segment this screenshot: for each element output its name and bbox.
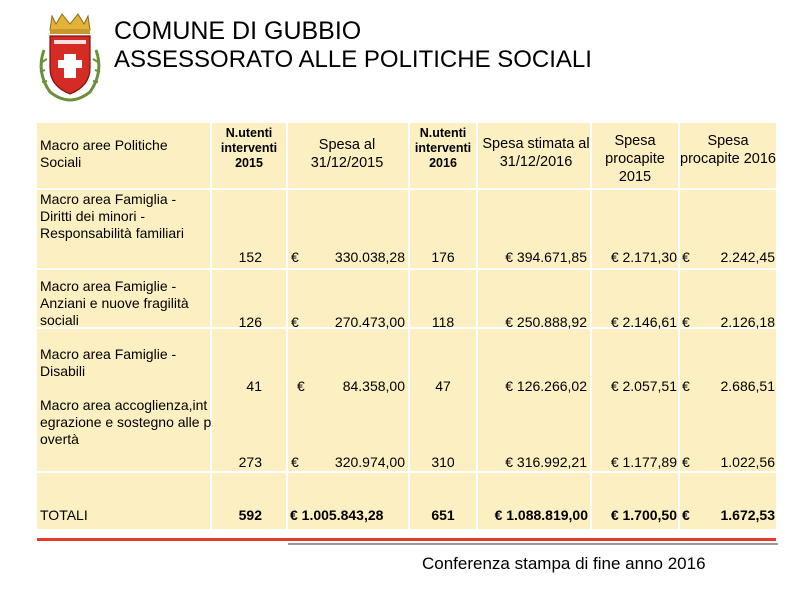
cell-users-2015: 126 xyxy=(238,314,262,330)
total-currency: € xyxy=(682,507,690,523)
cell-currency: € xyxy=(291,314,299,330)
red-divider xyxy=(37,538,776,541)
cell-spending-2015: 330.038,28 xyxy=(334,249,405,265)
header-users-2015: N.utenti interventi 2015 xyxy=(220,126,278,170)
cell-spending-2015: 320.974,00 xyxy=(334,454,405,470)
cell-currency: € xyxy=(291,454,299,470)
cell-per-capita-2015: € 2.146,61 xyxy=(610,314,677,330)
cell-users-2016: 118 xyxy=(431,314,455,330)
table-row-label: Macro area Famiglia - Diritti dei minori - Responsabilità familiari xyxy=(40,191,184,241)
cell-users-2016: 176 xyxy=(431,249,455,265)
total-estimated-spending-2016: € 1.088.819,00 xyxy=(494,507,588,523)
cell-estimated-spending-2016: € 126.266,02 xyxy=(505,378,587,394)
cell-currency: € xyxy=(682,454,690,470)
cell-users-2015: 273 xyxy=(238,454,262,470)
cell-currency: € xyxy=(682,249,690,265)
total-users-2016: 651 xyxy=(431,507,455,523)
header-per-capita-2016: Spesa procapite 2016 xyxy=(680,133,776,167)
cell-per-capita-2016: 2.242,45 xyxy=(720,249,775,265)
cell-users-2016: 310 xyxy=(431,454,455,470)
header-per-capita-2015: Spesa procapite 2015 xyxy=(605,133,665,185)
data-table xyxy=(37,123,776,529)
cell-estimated-spending-2016: € 316.992,21 xyxy=(505,454,587,470)
cell-users-2015: 152 xyxy=(238,249,262,265)
total-per-capita-2016: 1.672,53 xyxy=(720,507,775,523)
table-row-label: Macro area accoglienza,integrazione e sostegno alle povertà xyxy=(40,397,212,447)
table-row-label: Macro area Famiglie - Anziani e nuove fragilità sociali xyxy=(40,278,189,328)
cell-currency: € xyxy=(682,314,690,330)
page-title: COMUNE DI GUBBIO xyxy=(114,17,362,45)
header-spending-2015: Spesa al 31/12/2015 xyxy=(310,137,384,171)
page-subtitle: ASSESSORATO ALLE POLITICHE SOCIALI xyxy=(114,46,592,73)
cell-per-capita-2016: 2.126,18 xyxy=(720,314,775,330)
cell-currency: € xyxy=(682,378,690,394)
cell-users-2015: 41 xyxy=(246,378,262,394)
footer-caption: Conferenza stampa di fine anno 2016 xyxy=(422,554,706,573)
header-macro-areas: Macro aree Politiche Sociali xyxy=(40,137,168,170)
table-row-label: Macro area Famiglie - Disabili xyxy=(40,346,177,379)
total-users-2015: 592 xyxy=(238,507,262,523)
cell-currency: € xyxy=(297,378,305,394)
municipal-crest-icon xyxy=(34,10,106,102)
total-per-capita-2015: € 1.700,50 xyxy=(610,507,677,523)
header-users-2016: N.utenti interventi 2016 xyxy=(414,126,472,170)
cell-estimated-spending-2016: € 250.888,92 xyxy=(505,314,587,330)
cell-currency: € xyxy=(291,249,299,265)
cell-per-capita-2016: 1.022,56 xyxy=(720,454,775,470)
cell-users-2016: 47 xyxy=(435,378,451,394)
totals-label: TOTALI xyxy=(40,507,88,523)
cell-spending-2015: 84.358,00 xyxy=(342,378,405,394)
cell-per-capita-2015: € 2.057,51 xyxy=(610,378,677,394)
cell-spending-2015: 270.473,00 xyxy=(334,314,405,330)
cell-estimated-spending-2016: € 394.671,85 xyxy=(505,249,587,265)
cell-per-capita-2016: 2.686,51 xyxy=(720,378,775,394)
cell-per-capita-2015: € 2.171,30 xyxy=(610,249,677,265)
total-spending-2015: € 1.005.843,28 xyxy=(290,507,384,523)
grey-divider xyxy=(288,543,778,545)
cell-per-capita-2015: € 1.177,89 xyxy=(610,454,677,470)
header-estimated-spending-2016: Spesa stimata al 31/12/2016 xyxy=(482,136,590,170)
